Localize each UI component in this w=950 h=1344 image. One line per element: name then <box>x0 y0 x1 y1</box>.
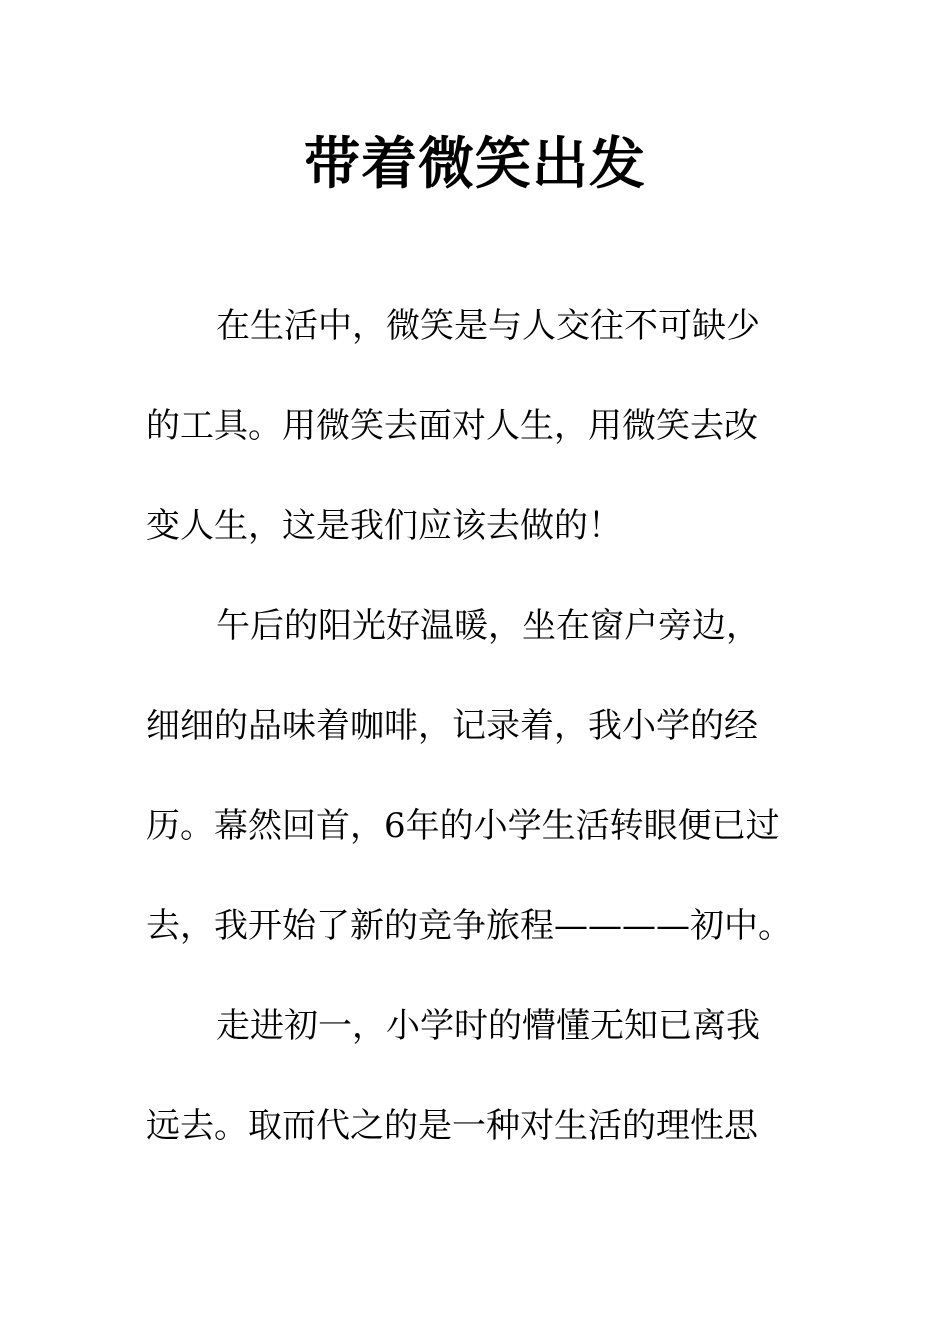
paragraph-2-line-2: 细细的品味着咖啡，记录着，我小学的经 <box>146 706 758 746</box>
document-title: 带着微笑出发 <box>304 132 646 197</box>
paragraph-2-line-3: 历。幕然回首，6年的小学生活转眼便已过 <box>146 806 780 846</box>
paragraph-1-line-3: 变人生，这是我们应该去做的！ <box>146 506 622 546</box>
paragraph-3-line-2: 远去。取而代之的是一种对生活的理性思 <box>146 1106 758 1146</box>
paragraph-2-line-1: 午后的阳光好温暖，坐在窗户旁边， <box>216 606 760 646</box>
paragraph-1-line-1: 在生活中，微笑是与人交往不可缺少 <box>216 306 760 346</box>
paragraph-2-line-4: 去，我开始了新的竞争旅程————初中。 <box>146 906 792 946</box>
paragraph-1-line-2: 的工具。用微笑去面对人生，用微笑去改 <box>146 406 758 446</box>
paragraph-3-line-1: 走进初一，小学时的懵懂无知已离我 <box>216 1006 760 1046</box>
